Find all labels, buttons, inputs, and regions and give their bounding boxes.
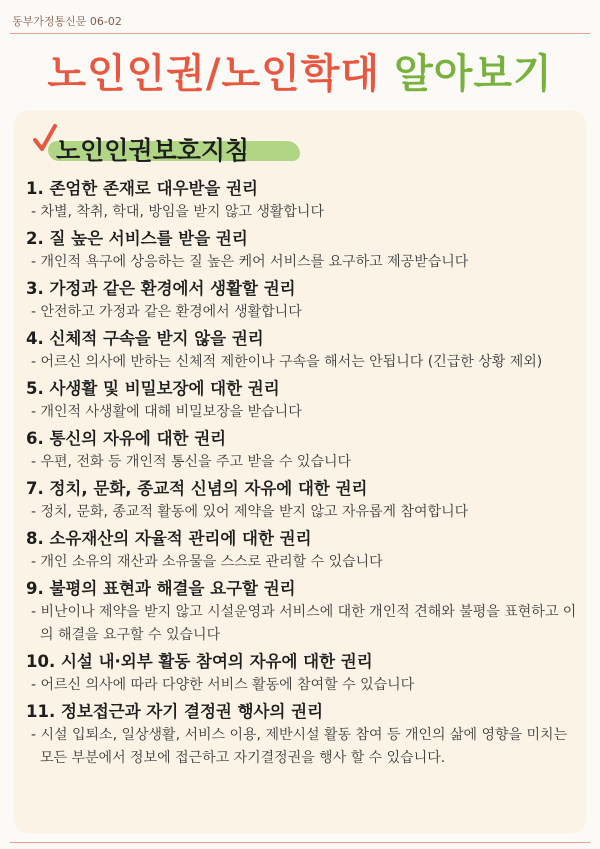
right-desc: - 차별, 착취, 학대, 방임을 받지 않고 생활합니다 xyxy=(31,204,324,220)
right-desc: - 개인적 욕구에 상응하는 질 높은 케어 서비스를 요구하고 제공받습니다 xyxy=(31,254,469,270)
right-desc: - 비난이나 제약을 받지 않고 시설운영과 서비스에 대한 개인적 견해와 불평을 표현하고 이의 해결을 요구할 수 있습니다 xyxy=(31,604,577,643)
section-title: 노인인권보호지침 xyxy=(56,136,250,165)
right-title: 7. 정치, 문화, 종교적 신념의 자유에 대한 권리 xyxy=(26,479,368,498)
bottom-divider xyxy=(10,842,590,843)
right-title: 8. 소유재산의 자율적 관리에 대한 권리 xyxy=(26,529,312,548)
right-title: 9. 불평의 표현과 해결을 요구할 권리 xyxy=(26,579,296,598)
right-item xyxy=(26,426,578,474)
right-desc: - 시설 입퇴소, 일상생활, 서비스 이용, 제반시설 활동 참여 등 개인의 삶에 영향을 미치는 모든 부분에서 정보에 접근하고 자기결정권을 행사 할 수 있습니다. xyxy=(31,727,568,766)
right-desc: - 정치, 문화, 종교적 활동에 있어 제약을 받지 않고 자유롭게 참여합니다 xyxy=(31,504,469,520)
top-divider xyxy=(10,33,590,34)
right-item xyxy=(26,576,578,647)
right-item xyxy=(26,276,578,324)
right-item xyxy=(26,649,578,697)
right-item xyxy=(26,526,578,574)
right-item xyxy=(26,476,578,524)
right-title: 5. 사생활 및 비밀보장에 대한 권리 xyxy=(26,379,280,398)
right-desc: - 어르신 의사에 따라 다양한 서비스 활동에 참여할 수 있습니다 xyxy=(31,677,415,693)
right-item xyxy=(26,176,578,224)
page-title xyxy=(0,42,600,99)
right-item xyxy=(26,326,578,374)
right-title: 3. 가정과 같은 환경에서 생활할 권리 xyxy=(26,279,296,298)
right-desc: - 안전하고 가정과 같은 환경에서 생활합니다 xyxy=(31,304,302,320)
check-icon xyxy=(32,123,58,153)
right-title: 4. 신체적 구속을 받지 않을 권리 xyxy=(26,329,264,348)
rights-list xyxy=(26,176,578,772)
title-green-part: 알아보기 xyxy=(394,51,553,97)
right-item xyxy=(26,699,578,770)
right-title: 2. 질 높은 서비스를 받을 권리 xyxy=(26,229,248,248)
right-desc: - 개인 소유의 재산과 소유물을 스스로 관리할 수 있습니다 xyxy=(31,554,383,570)
right-title: 1. 존엄한 존재로 대우받을 권리 xyxy=(26,179,258,198)
right-desc: - 우편, 전화 등 개인적 통신을 주고 받을 수 있습니다 xyxy=(31,454,352,470)
newsletter-label: 동부가정통신문 06-02 xyxy=(12,15,122,28)
right-item xyxy=(26,376,578,424)
right-title: 6. 통신의 자유에 대한 권리 xyxy=(26,429,227,448)
right-title: 11. 정보접근과 자기 결정권 행사의 권리 xyxy=(26,702,324,721)
right-desc: - 개인적 사생활에 대해 비밀보장을 받습니다 xyxy=(31,404,302,420)
right-desc: - 어르신 의사에 반하는 신체적 제한이나 구속을 해서는 안됩니다 (긴급한 상황 제외) xyxy=(31,354,543,370)
right-item xyxy=(26,226,578,274)
right-title: 10. 시설 내·외부 활동 참여의 자유에 대한 권리 xyxy=(26,652,373,671)
title-red-part: 노인인권/노인학대 xyxy=(47,51,381,97)
section-header xyxy=(32,123,302,167)
